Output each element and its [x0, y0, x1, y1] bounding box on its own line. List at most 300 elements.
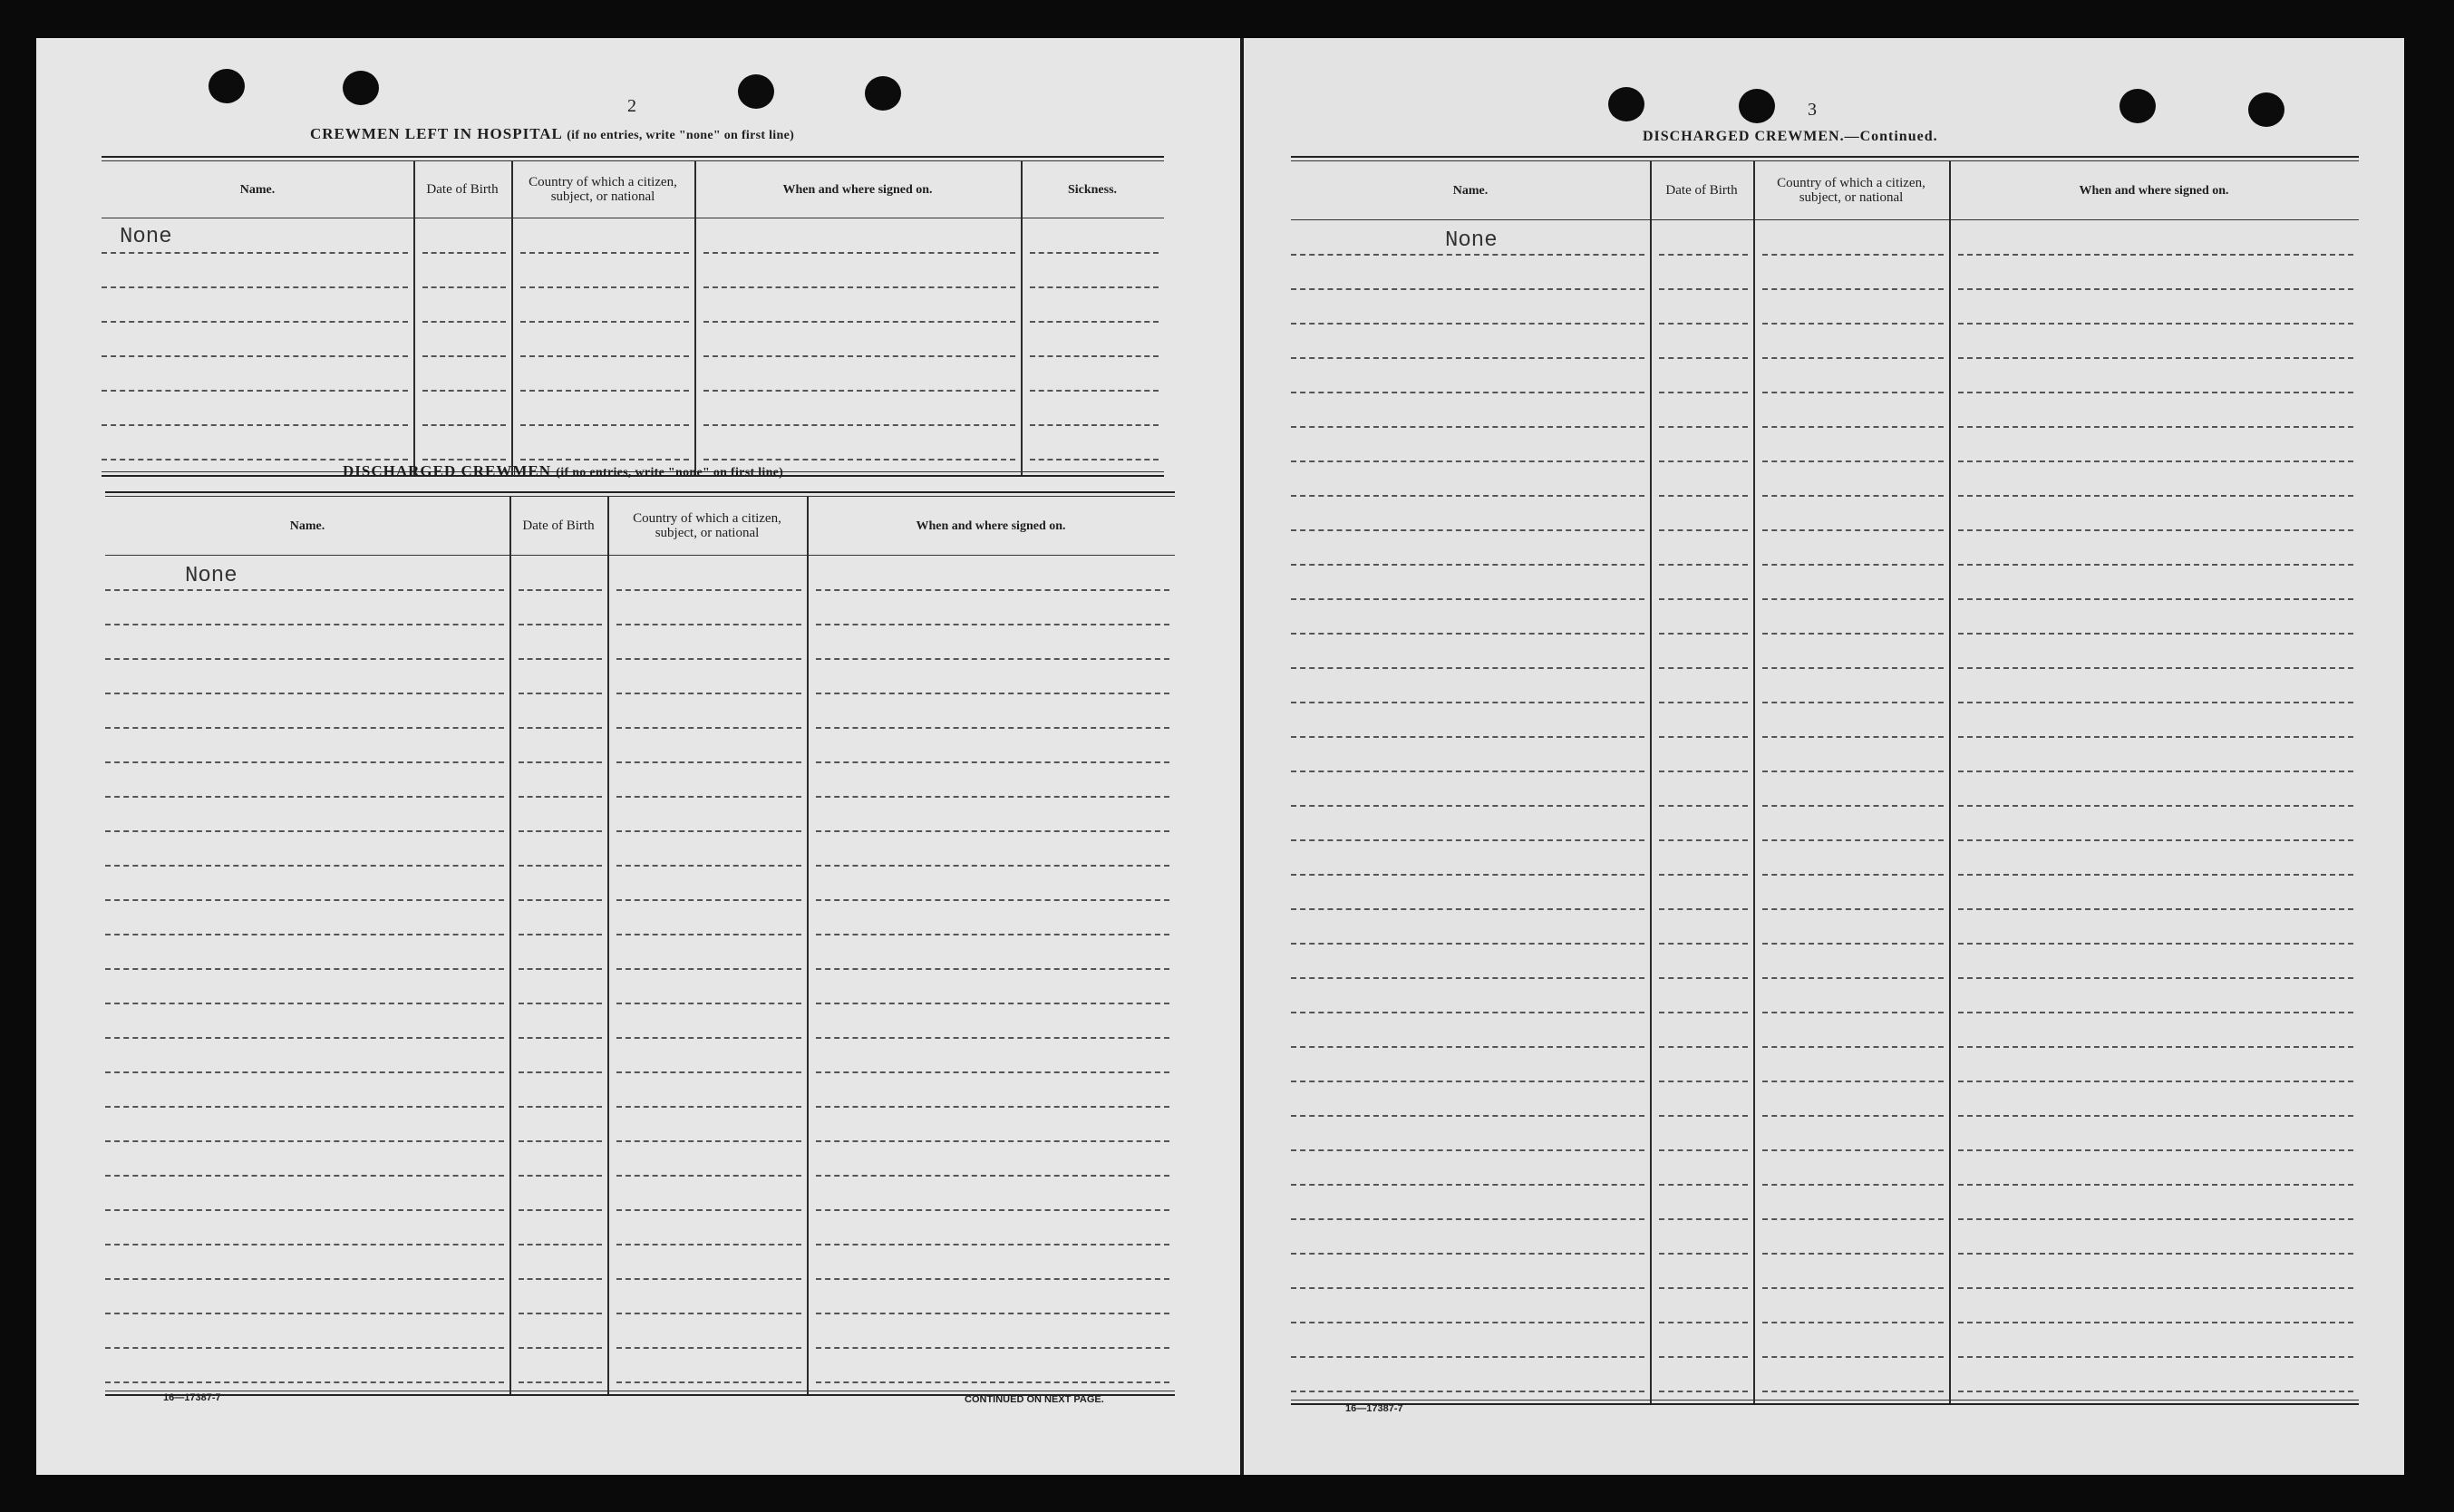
ruled-line	[1958, 805, 2353, 807]
discharged-section-title	[343, 462, 783, 480]
ruled-line	[703, 424, 1015, 426]
ruled-line	[1958, 254, 2353, 256]
punch-hole	[738, 74, 774, 109]
ruled-line	[1030, 321, 1159, 323]
hospital-title-text: CREWMEN LEFT IN HOSPITAL	[310, 125, 562, 142]
ruled-line	[816, 1003, 1169, 1004]
punch-hole	[343, 71, 379, 105]
ruled-line	[1958, 1322, 2353, 1323]
ruled-line	[519, 1037, 602, 1039]
ruled-line	[422, 424, 506, 426]
ruled-line	[816, 1037, 1169, 1039]
ruled-line	[816, 1278, 1169, 1280]
ruled-line	[1291, 288, 1644, 290]
ruled-line	[519, 1244, 602, 1245]
ruled-line	[1659, 1287, 1748, 1289]
ruled-line	[816, 1175, 1169, 1177]
ruled-line	[102, 424, 408, 426]
ruled-line	[1958, 771, 2353, 772]
ruled-line	[816, 727, 1169, 729]
ruled-line	[519, 1313, 602, 1314]
column-divider	[607, 497, 609, 1394]
ruled-line	[616, 899, 801, 901]
ruled-line	[1762, 460, 1944, 462]
ruled-line	[1762, 1081, 1944, 1082]
ruled-line	[105, 624, 504, 625]
ruled-line	[816, 1106, 1169, 1108]
discharged-continued-table	[1291, 156, 2359, 1403]
discharged-title-text: DISCHARGED CREWMEN	[343, 462, 552, 480]
ruled-line	[703, 252, 1015, 254]
column-divider	[1021, 161, 1023, 475]
right-page	[1244, 38, 2404, 1475]
ruled-line	[1030, 286, 1159, 288]
ruled-line	[1958, 392, 2353, 393]
column-header: Name.	[239, 182, 276, 197]
ruled-line	[1659, 1322, 1748, 1323]
ruled-line	[616, 1140, 801, 1142]
ruled-line	[616, 865, 801, 867]
ruled-line	[1958, 839, 2353, 841]
ruled-line	[1291, 667, 1644, 669]
ruled-line	[616, 624, 801, 625]
ruled-line	[1958, 1184, 2353, 1186]
ruled-line	[519, 658, 602, 660]
ruled-line	[1291, 529, 1644, 531]
ruled-line	[1659, 1218, 1748, 1220]
ruled-line	[105, 1071, 504, 1073]
ruled-line	[1291, 839, 1644, 841]
ruled-line	[105, 761, 504, 763]
column-divider	[694, 161, 696, 475]
ruled-line	[1291, 495, 1644, 497]
ruled-line	[616, 1003, 801, 1004]
ruled-line	[1291, 1149, 1644, 1151]
ruled-line	[105, 830, 504, 832]
ruled-line	[1659, 288, 1748, 290]
column-header: Country of which a citizen, subject, or national	[529, 175, 677, 204]
ruled-line	[520, 355, 689, 357]
ruled-line	[1291, 1356, 1644, 1358]
ruled-line	[1958, 1115, 2353, 1117]
ruled-line	[1958, 874, 2353, 876]
ruled-line	[1291, 564, 1644, 566]
table-bottom-rule	[1291, 1400, 2359, 1401]
ruled-line	[1958, 702, 2353, 703]
ruled-line	[1659, 392, 1748, 393]
ruled-line	[520, 424, 689, 426]
ruled-line	[1762, 874, 1944, 876]
ruled-line	[816, 1347, 1169, 1349]
ruled-line	[105, 1313, 504, 1314]
ruled-line	[520, 390, 689, 392]
ruled-line	[1291, 1287, 1644, 1289]
punch-hole	[2248, 92, 2284, 127]
ruled-line	[102, 355, 408, 357]
ruled-line	[616, 796, 801, 798]
ruled-line	[1958, 1012, 2353, 1013]
ruled-line	[1958, 633, 2353, 635]
ruled-line	[1958, 1081, 2353, 1082]
ruled-line	[816, 658, 1169, 660]
ruled-line	[1291, 874, 1644, 876]
ruled-line	[520, 459, 689, 460]
ruled-line	[1291, 702, 1644, 703]
ruled-line	[816, 761, 1169, 763]
ruled-line	[520, 286, 689, 288]
ruled-line	[1659, 426, 1748, 428]
ruled-line	[422, 321, 506, 323]
ruled-line	[1958, 908, 2353, 910]
ruled-line	[1659, 598, 1748, 600]
column-header: Name.	[1452, 183, 1489, 198]
ruled-line	[105, 1037, 504, 1039]
ruled-line	[422, 286, 506, 288]
ruled-line	[422, 355, 506, 357]
ruled-line	[816, 1381, 1169, 1383]
form-number: 16—17387-7	[1345, 1403, 1403, 1414]
ruled-line	[1762, 702, 1944, 703]
ruled-line	[616, 761, 801, 763]
ruled-line	[105, 658, 504, 660]
ruled-line	[105, 796, 504, 798]
ruled-line	[1291, 1184, 1644, 1186]
ruled-line	[1762, 392, 1944, 393]
ruled-line	[1958, 288, 2353, 290]
punch-hole	[209, 69, 245, 103]
ruled-line	[1291, 805, 1644, 807]
ruled-line	[519, 899, 602, 901]
ruled-line	[1958, 736, 2353, 738]
ruled-line	[616, 1175, 801, 1177]
ruled-line	[105, 1347, 504, 1349]
ruled-line	[816, 830, 1169, 832]
column-header: Date of Birth	[1665, 183, 1738, 198]
ruled-line	[519, 865, 602, 867]
ruled-line	[616, 693, 801, 694]
ruled-line	[616, 589, 801, 591]
ruled-line	[1762, 1391, 1944, 1392]
ruled-line	[1659, 1115, 1748, 1117]
ruled-line	[1958, 1287, 2353, 1289]
ruled-line	[102, 459, 408, 460]
ruled-line	[105, 1381, 504, 1383]
ruled-line	[1659, 495, 1748, 497]
ruled-line	[519, 968, 602, 970]
ruled-line	[1762, 1012, 1944, 1013]
name-entry: None	[1445, 228, 1498, 253]
ruled-line	[1659, 805, 1748, 807]
ruled-line	[1030, 390, 1159, 392]
ruled-line	[1030, 355, 1159, 357]
ruled-line	[1762, 1287, 1944, 1289]
ruled-line	[1659, 357, 1748, 359]
ruled-line	[1958, 495, 2353, 497]
ruled-line	[1762, 529, 1944, 531]
ruled-line	[1659, 771, 1748, 772]
left-page	[36, 38, 1242, 1475]
column-header: Name.	[289, 519, 325, 533]
ruled-line	[816, 624, 1169, 625]
ruled-line	[519, 1071, 602, 1073]
ruled-line	[1659, 702, 1748, 703]
ruled-line	[1762, 288, 1944, 290]
ruled-line	[1291, 1253, 1644, 1255]
ruled-line	[1291, 1081, 1644, 1082]
ruled-line	[1659, 874, 1748, 876]
ruled-line	[1659, 736, 1748, 738]
ruled-line	[1030, 252, 1159, 254]
column-header: When and where signed on.	[782, 182, 933, 197]
punch-hole	[865, 76, 901, 111]
column-divider	[511, 161, 513, 475]
ruled-line	[1762, 323, 1944, 325]
ruled-line	[1762, 839, 1944, 841]
ruled-line	[105, 693, 504, 694]
ruled-line	[616, 1209, 801, 1211]
ruled-line	[816, 1140, 1169, 1142]
discharged-table	[105, 491, 1175, 1394]
ruled-line	[520, 321, 689, 323]
ruled-line	[1762, 736, 1944, 738]
ruled-line	[816, 968, 1169, 970]
ruled-line	[1958, 529, 2353, 531]
ruled-line	[102, 252, 408, 254]
column-header: When and where signed on.	[916, 519, 1066, 533]
ruled-line	[616, 727, 801, 729]
ruled-line	[519, 1209, 602, 1211]
ruled-line	[1659, 564, 1748, 566]
ruled-line	[703, 355, 1015, 357]
discharged-title-instruction: (if no entries, write "none" on first line)	[556, 466, 784, 480]
ruled-line	[1659, 667, 1748, 669]
ruled-line	[1291, 392, 1644, 393]
ruled-line	[1762, 771, 1944, 772]
ruled-line	[1659, 977, 1748, 979]
ruled-line	[1762, 1218, 1944, 1220]
ruled-line	[1762, 495, 1944, 497]
ruled-line	[519, 830, 602, 832]
ruled-line	[1762, 908, 1944, 910]
ruled-line	[102, 286, 408, 288]
ruled-line	[105, 934, 504, 935]
ruled-line	[422, 459, 506, 460]
ruled-line	[1659, 1391, 1748, 1392]
ruled-line	[1762, 667, 1944, 669]
ruled-line	[616, 658, 801, 660]
ruled-line	[1762, 357, 1944, 359]
column-header: Date of Birth	[426, 182, 499, 197]
ruled-line	[1958, 943, 2353, 945]
ruled-line	[1762, 1184, 1944, 1186]
ruled-line	[816, 1071, 1169, 1073]
ruled-line	[519, 1347, 602, 1349]
ruled-line	[1958, 977, 2353, 979]
ruled-line	[1659, 1046, 1748, 1048]
ruled-line	[1958, 1356, 2353, 1358]
ruled-line	[1659, 1012, 1748, 1013]
ruled-line	[519, 624, 602, 625]
ruled-line	[616, 1071, 801, 1073]
ruled-line	[1762, 977, 1944, 979]
ruled-line	[105, 1244, 504, 1245]
ruled-line	[1291, 1218, 1644, 1220]
ruled-line	[1762, 598, 1944, 600]
ruled-line	[1659, 460, 1748, 462]
ruled-line	[816, 1209, 1169, 1211]
ruled-line	[519, 1278, 602, 1280]
ruled-line	[105, 1106, 504, 1108]
table-top-rule	[105, 491, 1175, 493]
ruled-line	[1659, 529, 1748, 531]
ruled-line	[1659, 943, 1748, 945]
ruled-line	[1291, 633, 1644, 635]
ruled-line	[1958, 1391, 2353, 1392]
ruled-line	[1958, 1149, 2353, 1151]
ruled-line	[1291, 1115, 1644, 1117]
ruled-line	[519, 589, 602, 591]
ruled-line	[616, 934, 801, 935]
ruled-line	[1762, 1356, 1944, 1358]
table-top-rule	[102, 156, 1164, 158]
ruled-line	[1659, 1149, 1748, 1151]
ruled-line	[1291, 1322, 1644, 1323]
column-divider	[1650, 161, 1652, 1403]
ruled-line	[1659, 254, 1748, 256]
column-header: Date of Birth	[522, 519, 595, 533]
ruled-line	[1659, 633, 1748, 635]
ruled-line	[1030, 424, 1159, 426]
ruled-line	[1762, 1149, 1944, 1151]
ruled-line	[1762, 633, 1944, 635]
column-header: When and where signed on.	[2079, 183, 2229, 198]
ruled-line	[616, 1313, 801, 1314]
ruled-line	[1659, 839, 1748, 841]
ruled-line	[1291, 357, 1644, 359]
column-divider	[807, 497, 809, 1394]
ruled-line	[519, 796, 602, 798]
ruled-line	[1291, 460, 1644, 462]
ruled-line	[1659, 1356, 1748, 1358]
ruled-line	[105, 899, 504, 901]
column-divider	[509, 497, 511, 1394]
right-section-title: DISCHARGED CREWMEN.—Continued.	[1643, 129, 1938, 144]
ruled-line	[1958, 323, 2353, 325]
column-divider	[413, 161, 415, 475]
ruled-line	[616, 1278, 801, 1280]
ruled-line	[1762, 426, 1944, 428]
ruled-line	[1958, 667, 2353, 669]
ruled-line	[102, 390, 408, 392]
ruled-line	[816, 934, 1169, 935]
ruled-line	[616, 1244, 801, 1245]
hospital-title-instruction: (if no entries, write "none" on first line)	[567, 129, 795, 142]
ruled-line	[1762, 1046, 1944, 1048]
ruled-line	[422, 252, 506, 254]
ruled-line	[1291, 1046, 1644, 1048]
ruled-line	[105, 1175, 504, 1177]
ruled-line	[1291, 1012, 1644, 1013]
ruled-line	[703, 390, 1015, 392]
ruled-line	[519, 1381, 602, 1383]
ruled-line	[1659, 1081, 1748, 1082]
punch-hole	[2119, 89, 2156, 123]
header-rule	[105, 555, 1175, 556]
ruled-line	[1291, 598, 1644, 600]
ruled-line	[1762, 805, 1944, 807]
ruled-line	[1659, 1184, 1748, 1186]
ruled-line	[105, 1278, 504, 1280]
continued-note: CONTINUED ON NEXT PAGE.	[965, 1394, 1104, 1405]
ruled-line	[703, 459, 1015, 460]
ruled-line	[816, 796, 1169, 798]
table-top-rule	[1291, 156, 2359, 158]
ruled-line	[105, 727, 504, 729]
ruled-line	[616, 1106, 801, 1108]
ruled-line	[1958, 1046, 2353, 1048]
punch-hole	[1739, 89, 1775, 123]
ruled-line	[1958, 1253, 2353, 1255]
form-number: 16—17387-7	[163, 1392, 221, 1403]
ruled-line	[1958, 460, 2353, 462]
ruled-line	[816, 1244, 1169, 1245]
table-bottom-rule	[1291, 1403, 2359, 1405]
column-header: Country of which a citizen, subject, or national	[1777, 176, 1925, 205]
ruled-line	[105, 1003, 504, 1004]
ruled-line	[519, 1175, 602, 1177]
ruled-line	[519, 934, 602, 935]
ruled-line	[1659, 323, 1748, 325]
ruled-line	[1291, 426, 1644, 428]
ruled-line	[1958, 564, 2353, 566]
ruled-line	[1291, 254, 1644, 256]
ruled-line	[616, 1037, 801, 1039]
ruled-line	[105, 1209, 504, 1211]
ruled-line	[1291, 1391, 1644, 1392]
ruled-line	[1291, 736, 1644, 738]
ruled-line	[1291, 943, 1644, 945]
ruled-line	[105, 968, 504, 970]
page-number: 3	[1808, 100, 1817, 120]
ruled-line	[1291, 908, 1644, 910]
column-header: Country of which a citizen, subject, or national	[633, 511, 781, 540]
hospital-section-title	[310, 125, 794, 143]
ruled-line	[1291, 771, 1644, 772]
ruled-line	[422, 390, 506, 392]
ruled-line	[105, 589, 504, 591]
ruled-line	[105, 865, 504, 867]
ruled-line	[616, 968, 801, 970]
ruled-line	[816, 865, 1169, 867]
column-header: Sickness.	[1067, 182, 1118, 197]
name-entry: None	[120, 225, 172, 249]
ruled-line	[1958, 598, 2353, 600]
column-divider	[1753, 161, 1755, 1403]
ruled-line	[1762, 1115, 1944, 1117]
ruled-line	[1958, 1218, 2353, 1220]
ruled-line	[519, 693, 602, 694]
ruled-line	[1762, 1322, 1944, 1323]
ruled-line	[703, 321, 1015, 323]
hospital-table	[102, 156, 1164, 475]
ruled-line	[703, 286, 1015, 288]
ruled-line	[816, 1313, 1169, 1314]
ruled-line	[1958, 426, 2353, 428]
ruled-line	[616, 1381, 801, 1383]
ruled-line	[616, 830, 801, 832]
ruled-line	[102, 321, 408, 323]
column-divider	[1949, 161, 1951, 1403]
